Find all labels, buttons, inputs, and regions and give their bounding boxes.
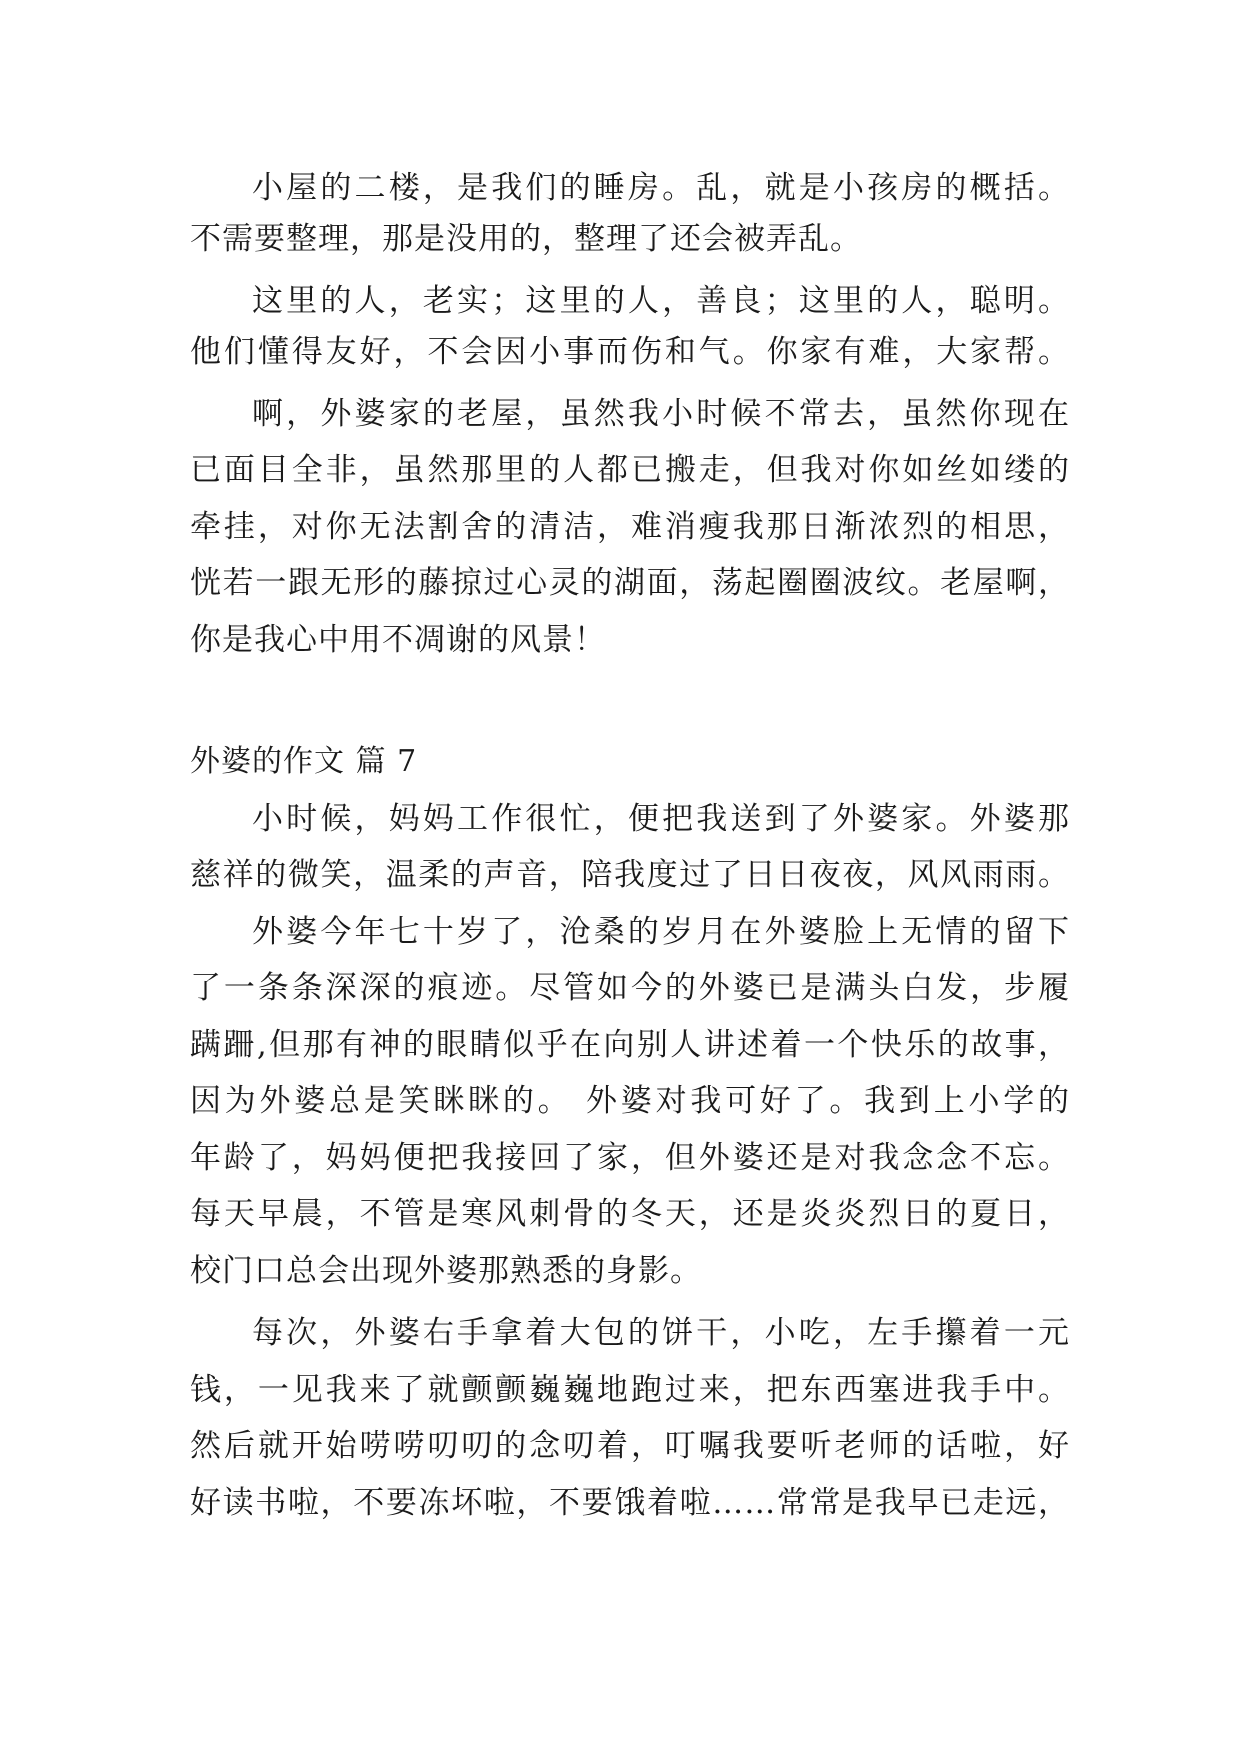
- paragraph-line: 他们懂得友好，不会因小事而伤和气。你家有难，大家帮。: [190, 334, 1070, 370]
- paragraph-line: 这里的人，老实；这里的人，善良；这里的人，聪明。: [252, 283, 1070, 319]
- paragraph-line: 恍若一跟无形的藤掠过心灵的湖面，荡起圈圈波纹。老屋啊，: [190, 565, 1070, 601]
- paragraph-line: 校门口总会出现外婆那熟悉的身影。: [190, 1253, 702, 1289]
- paragraph-line: 好读书啦，不要冻坏啦，不要饿着啦……常常是我早已走远，: [190, 1485, 1070, 1521]
- paragraph-line: 啊，外婆家的老屋，虽然我小时候不常去，虽然你现在: [252, 396, 1070, 432]
- paragraph-line: 钱，一见我来了就颤颤巍巍地跑过来，把东西塞进我手中。: [190, 1372, 1070, 1408]
- paragraph-line: 每次，外婆右手拿着大包的饼干，小吃，左手攥着一元: [252, 1315, 1070, 1351]
- paragraph-line: 年龄了，妈妈便把我接回了家，但外婆还是对我念念不忘。: [190, 1140, 1070, 1176]
- paragraph-line: 外婆今年七十岁了，沧桑的岁月在外婆脸上无情的留下: [252, 914, 1070, 950]
- paragraph-line: 了一条条深深的痕迹。尽管如今的外婆已是满头白发，步履: [190, 970, 1070, 1006]
- paragraph-line: 你是我心中用不凋谢的风景！: [190, 622, 606, 658]
- paragraph-line: 慈祥的微笑，温柔的声音，陪我度过了日日夜夜，风风雨雨。: [190, 857, 1070, 893]
- paragraph-line: 每天早晨，不管是寒风刺骨的冬天，还是炎炎烈日的夏日，: [190, 1196, 1070, 1232]
- section-heading: 外婆的作文 篇 7: [190, 744, 418, 779]
- paragraph-line: 不需要整理，那是没用的，整理了还会被弄乱。: [190, 221, 862, 257]
- paragraph-line: 牵挂，对你无法割舍的清洁，难消瘦我那日渐浓烈的相思，: [190, 509, 1070, 545]
- paragraph-line: 小时候，妈妈工作很忙，便把我送到了外婆家。外婆那: [252, 801, 1070, 837]
- paragraph-line: 小屋的二楼，是我们的睡房。乱，就是小孩房的概括。: [252, 170, 1070, 206]
- paragraph-line: 已面目全非，虽然那里的人都已搬走，但我对你如丝如缕的: [190, 452, 1070, 488]
- paragraph-line: 蹒跚,但那有神的眼睛似乎在向别人讲述着一个快乐的故事，: [190, 1027, 1070, 1063]
- paragraph-line: 然后就开始唠唠叨叨的念叨着，叮嘱我要听老师的话啦，好: [190, 1428, 1070, 1464]
- paragraph-line: 因为外婆总是笑眯眯的。 外婆对我可好了。我到上小学的: [190, 1083, 1070, 1119]
